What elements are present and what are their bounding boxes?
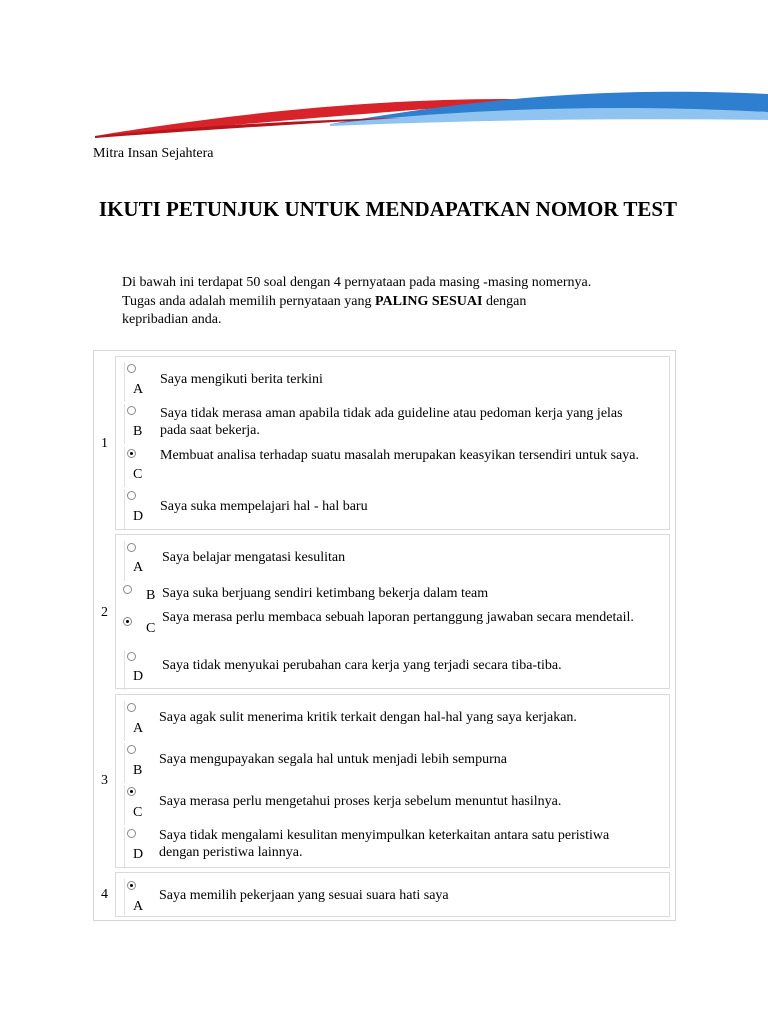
- cell-divider: [124, 701, 125, 741]
- instructions-line-2a: Tugas anda adalah memilih pernyataan yang: [122, 293, 375, 309]
- cell-divider: [124, 827, 125, 867]
- option-letter: A: [133, 721, 144, 736]
- question-number: 3: [101, 773, 108, 788]
- option-text: Saya suka berjuang sendiri ketimbang bekerja dalam team: [162, 586, 489, 601]
- radio-button-selected[interactable]: [127, 881, 136, 890]
- question-1-option-a[interactable]: [125, 362, 655, 402]
- question-4-option-a[interactable]: [125, 879, 655, 919]
- option-text: Saya tidak merasa aman apabila tidak ada guideline atau pedoman kerja yang jelas pada saat bekerja.: [160, 406, 623, 438]
- radio-button-selected[interactable]: [123, 617, 132, 626]
- option-text: Saya suka mempelajari hal - hal baru: [160, 499, 368, 514]
- question-2-option-d[interactable]: [125, 650, 655, 690]
- option-letter: D: [133, 669, 144, 684]
- cell-divider: [124, 785, 125, 825]
- option-text: Saya merasa perlu membaca sebuah laporan pertanggung jawaban secara mendetail.: [162, 610, 634, 625]
- option-letter: D: [133, 509, 144, 524]
- option-text: Saya mengikuti berita terkini: [160, 372, 323, 387]
- option-letter: B: [146, 588, 156, 603]
- cell-divider: [124, 362, 125, 402]
- company-name: Mitra Insan Sejahtera: [93, 146, 214, 161]
- question-1-option-d[interactable]: [125, 489, 655, 529]
- option-letter: C: [146, 621, 156, 636]
- question-2-option-a[interactable]: [125, 541, 655, 581]
- radio-button[interactable]: [127, 364, 136, 373]
- question-1-option-c[interactable]: [125, 447, 655, 487]
- cell-divider: [124, 541, 125, 581]
- option-text: Saya belajar mengatasi kesulitan: [162, 550, 346, 565]
- instructions-line-2b: dengan: [482, 293, 527, 309]
- option-letter: B: [133, 763, 143, 778]
- instructions: [122, 274, 662, 330]
- option-letter: C: [133, 467, 143, 482]
- option-text: Saya mengupayakan segala hal untuk menjadi lebih sempurna: [159, 752, 507, 767]
- cell-divider: [124, 879, 125, 915]
- question-3-option-b[interactable]: [125, 743, 655, 783]
- instructions-line-3: kepribadian anda.: [122, 312, 222, 327]
- cell-divider: [124, 743, 125, 783]
- question-3-option-a[interactable]: [125, 701, 655, 741]
- question-1-option-b[interactable]: [125, 404, 655, 444]
- radio-button[interactable]: [127, 543, 136, 552]
- option-letter: A: [133, 560, 144, 575]
- cell-divider: [124, 447, 125, 487]
- question-number: 2: [101, 605, 108, 620]
- question-number: 1: [101, 436, 108, 451]
- radio-button[interactable]: [127, 745, 136, 754]
- option-letter: B: [133, 424, 143, 439]
- radio-button[interactable]: [127, 703, 136, 712]
- option-text: Saya agak sulit menerima kritik terkait dengan hal-hal yang saya kerjakan.: [159, 710, 577, 725]
- option-text: Saya tidak menyukai perubahan cara kerja yang terjadi secara tiba-tiba.: [162, 658, 562, 673]
- question-number: 4: [101, 887, 108, 902]
- cell-divider: [124, 489, 125, 529]
- option-text: Saya tidak mengalami kesulitan menyimpulkan keterkaitan antara satu peristiwa dengan peristiwa lainnya.: [159, 828, 610, 860]
- question-3-option-d[interactable]: [125, 827, 655, 867]
- question-3-option-c[interactable]: [125, 785, 655, 825]
- option-letter: A: [133, 899, 144, 914]
- option-text: Membuat analisa terhadap suatu masalah merupakan keasyikan tersendiri untuk saya.: [160, 448, 639, 463]
- radio-button[interactable]: [123, 585, 132, 594]
- option-text: Saya merasa perlu mengetahui proses kerja sebelum menuntut hasilnya.: [159, 794, 562, 809]
- radio-button-selected[interactable]: [127, 787, 136, 796]
- radio-button-selected[interactable]: [127, 449, 136, 458]
- radio-button[interactable]: [127, 406, 136, 415]
- option-letter: D: [133, 847, 144, 862]
- header-swoosh-graphic: [0, 0, 768, 150]
- radio-button[interactable]: [127, 652, 136, 661]
- question-2-option-b[interactable]: [125, 584, 655, 606]
- option-text: Saya memilih pekerjaan yang sesuai suara hati saya: [159, 888, 449, 903]
- page-title: IKUTI PETUNJUK UNTUK MENDAPATKAN NOMOR TEST: [98, 197, 678, 221]
- cell-divider: [124, 404, 125, 444]
- question-2-option-c[interactable]: [125, 609, 655, 645]
- instructions-line-1: Di bawah ini terdapat 50 soal dengan 4 pernyataan pada masing -masing nomernya.: [122, 275, 592, 290]
- radio-button[interactable]: [127, 491, 136, 500]
- option-letter: A: [133, 382, 144, 397]
- cell-divider: [124, 650, 125, 690]
- option-letter: C: [133, 805, 143, 820]
- instructions-emphasis: PALING SESUAI: [374, 293, 483, 309]
- radio-button[interactable]: [127, 829, 136, 838]
